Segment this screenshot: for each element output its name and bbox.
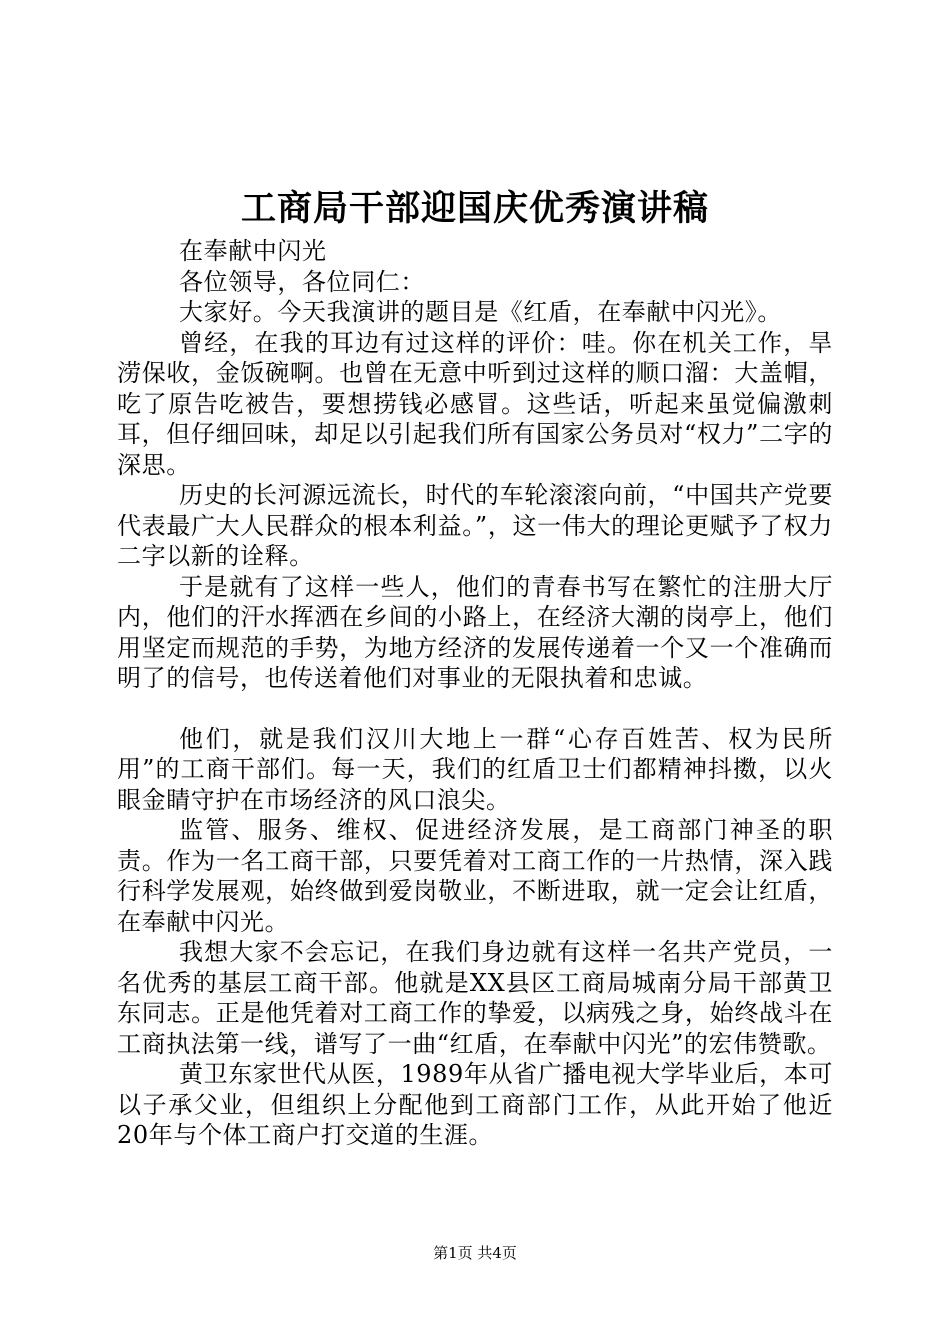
paragraph: 监管、服务、维权、促进经济发展，是工商部门神圣的职责。作为一名工商干部，只要凭着对工商工作的一片热情，深入践行科学发展观，始终做到爱岗敬业，不断进取，就一定会让红盾，在奉献中闪光。 [117, 816, 833, 936]
document-title: 工商局干部迎国庆优秀演讲稿 [240, 188, 709, 229]
paragraph: 历史的长河源远流长，时代的车轮滚滚向前，“中国共产党要代表最广大人民群众的根本利益。”，这一伟大的理论更赋予了权力二字以新的诠释。 [117, 481, 833, 570]
document-body [117, 236, 833, 1151]
paragraph: 我想大家不会忘记，在我们身边就有这样一名共产党员，一名优秀的基层工商干部。他就是XX县区工商局城南分局干部黄卫东同志。正是他凭着对工商工作的挚爱，以病残之身，始终战斗在工商执法第一线，谱写了一曲“红盾，在奉献中闪光”的宏伟赞歌。 [117, 938, 833, 1058]
paragraph: 黄卫东家世代从医，1989年从省广播电视大学毕业后，本可以子承父业，但组织上分配他到工商部门工作，从此开始了他近20年与个体工商户打交道的生涯。 [117, 1060, 833, 1149]
speech-subtitle: 在奉献中闪光 [179, 237, 327, 265]
paragraph: 他们，就是我们汉川大地上一群“心存百姓苦、权为民所用”的工商干部们。每一天，我们的红盾卫士们都精神抖擞，以火眼金睛守护在市场经济的风口浪尖。 [117, 724, 833, 814]
page-number: 第1页 共4页 [433, 1244, 517, 1262]
salutation: 各位领导，各位同仁： [179, 267, 425, 296]
paragraph: 曾经，在我的耳边有过这样的评价：哇。你在机关工作，旱涝保收，金饭碗啊。也曾在无意中听到过这样的顺口溜：大盖帽，吃了原告吃被告，要想捞钱必感冒。这些话，听起来虽觉偏激刺耳，但仔细回味，却足以引起我们所有国家公务员对“权力”二字的深思。 [117, 328, 833, 479]
paragraph: 于是就有了这样一些人，他们的青春书写在繁忙的注册大厅内，他们的汗水挥洒在乡间的小路上，在经济大潮的岗亭上，他们用坚定而规范的手势，为地方经济的发展传递着一个又一个准确而明了的信号，也传送着他们对事业的无限执着和忠诚。 [117, 572, 833, 692]
paragraph: 大家好。今天我演讲的题目是《红盾，在奉献中闪光》。 [179, 298, 782, 326]
